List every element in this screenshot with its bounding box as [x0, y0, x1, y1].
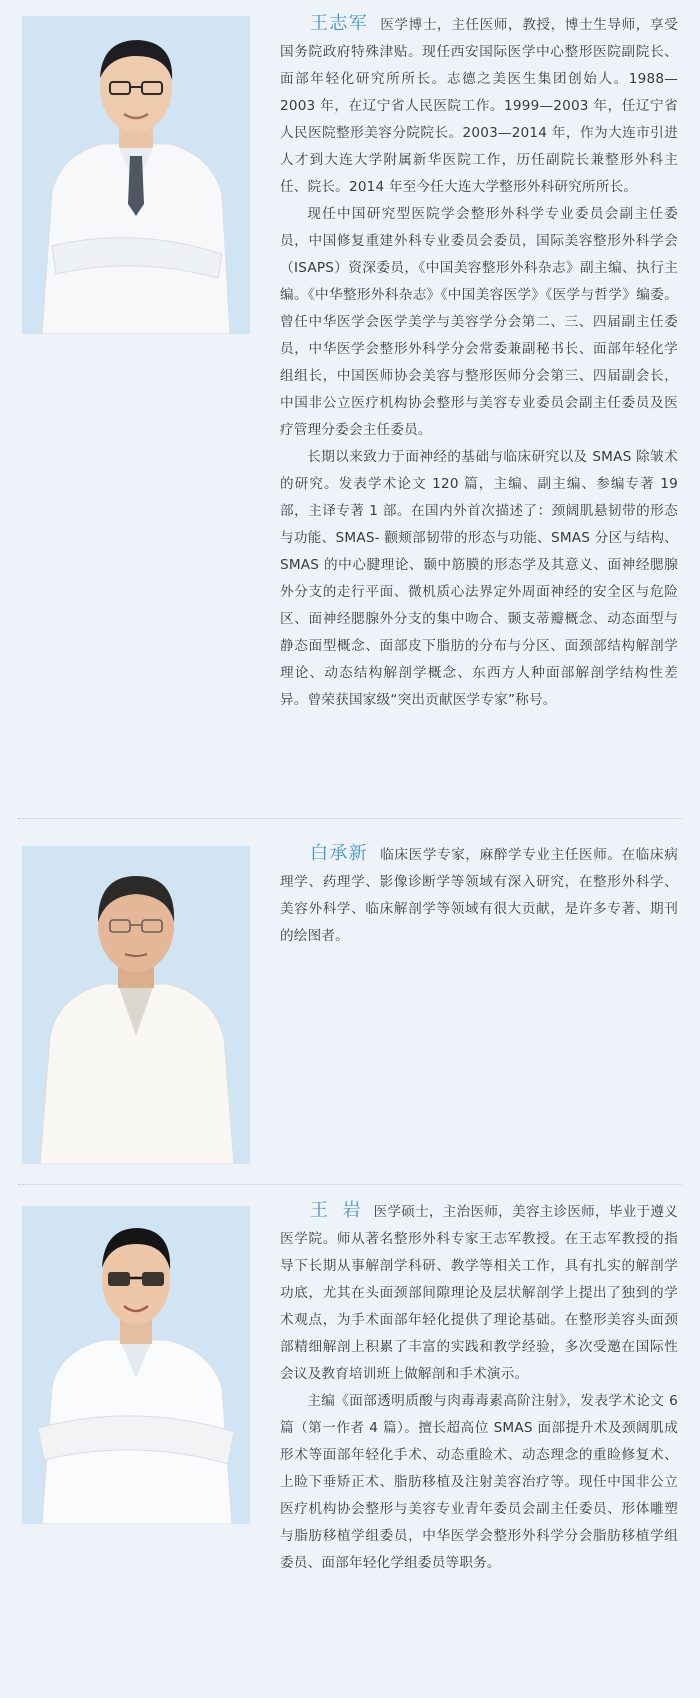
bio-paragraph: 主编《面部透明质酸与肉毒毒素高阶注射》，发表学术论文 6 篇（第一作者 4 篇）。擅长超高位 SMAS 面部提升术及颈阔肌成形术等面部年轻化手术、动态重睑术、动态理念的重睑修复术、上睑下垂矫正术、脂肪移植及注射美容治疗等。现任中国非公立医疗机构协会整形与美容专业青年委员会副主任委员、形体雕塑与脂肪移植学组委员，中华医学会整形外科学分会脂肪移植学组委员、面部年轻化学组委员等职务。: [280, 1393, 678, 1571]
doctor-name: 王志军: [310, 13, 369, 34]
portrait-photo: [22, 16, 250, 334]
bio-paragraph: 长期以来致力于面神经的基础与临床研究以及 SMAS 除皱术的研究。发表学术论文 120 篇，主编、副主编、参编专著 19 部，主译专著 1 部。在国内外首次描述了：颈阔肌悬韧带的形态与功能、SMAS- 颧颊部韧带的形态与功能、SMAS 分区与结构、SMAS 的中心腱理论、颞中筋膜的形态学及其意义、面神经腮腺外分支的走行平面、微机质心法界定外周面神经的安全区与危险区、面神经腮腺外分支的集中吻合、颞支蒂瓣概念、动态面型与静态面型概念、面部皮下脂肪的分布与分区、面颈部结构解剖学理论、动态结构解剖学概念、东西方人种面部解剖学结构性差异。曾荣获国家级“突出贡献医学专家”称号。: [280, 449, 678, 708]
bio-paragraph: 医学博士，主任医师，教授，博士生导师，享受国务院政府特殊津贴。现任西安国际医学中心整形医院副院长、面部年轻化研究所所长。志德之美医生集团创始人。1988—2003 年，在辽宁省人民医院工作。1999—2003 年，任辽宁省人民医院整形美容分院院长。2003—2014 年，作为大连市引进人才到大连大学附属新华医院工作，历任副院长兼整形外科主任、院长。2014 年至今任大连大学整形外科研究所所长。: [280, 17, 678, 195]
portrait-photo: [22, 1206, 250, 1524]
bio-paragraph: 现任中国研究型医院学会整形外科学专业委员会副主任委员，中国修复重建外科专业委员会委员，国际美容整形外科学会（ISAPS）资深委员，《中国美容整形外科杂志》副主编、执行主编。《中华整形外科杂志》《中国美容医学》《医学与哲学》编委。曾任中华医学会医学美学与美容学分会第二、三、四届副主任委员，中华医学会整形外科学分会常委兼副秘书长、面部年轻化学组组长，中国医师协会美容与整形医师分会第三、四届副会长，中国非公立医疗机构协会整形与美容专业委员会副主任委员及医疗管理分委会主任委员。: [280, 206, 678, 438]
profile-text: [280, 1197, 678, 1577]
profile-text: [280, 840, 678, 950]
section-divider: [18, 818, 682, 820]
profile-text: [280, 10, 678, 714]
portrait-illustration: [22, 846, 250, 1164]
section-divider: [18, 1184, 682, 1186]
bio-paragraph: 医学硕士，主治医师，美容主诊医师，毕业于遵义医学院。师从著名整形外科专家王志军教授。在王志军教授的指导下长期从事解剖学科研、教学等相关工作，具有扎实的解剖学功底，尤其在头面颈部间隙理论及层状解剖学上提出了独到的学术观点，为手术面部年轻化提供了理论基础。在整形美容头面颈部精细解剖上积累了丰富的实践和教学经验，多次受邀在国际性会议及教育培训班上做解剖和手术演示。: [280, 1204, 678, 1382]
portrait-photo: [22, 846, 250, 1164]
doctor-name: 白承新: [310, 843, 369, 864]
portrait-illustration: [22, 16, 250, 334]
doctor-name: 王 岩: [310, 1200, 362, 1221]
bio-paragraph: 临床医学专家，麻醉学专业主任医师。在临床病理学、药理学、影像诊断学等领域有深入研究，在整形外科学、美容外科学、临床解剖学等领域有很大贡献，是许多专著、期刊的绘图者。: [280, 847, 678, 944]
portrait-illustration: [22, 1206, 250, 1524]
